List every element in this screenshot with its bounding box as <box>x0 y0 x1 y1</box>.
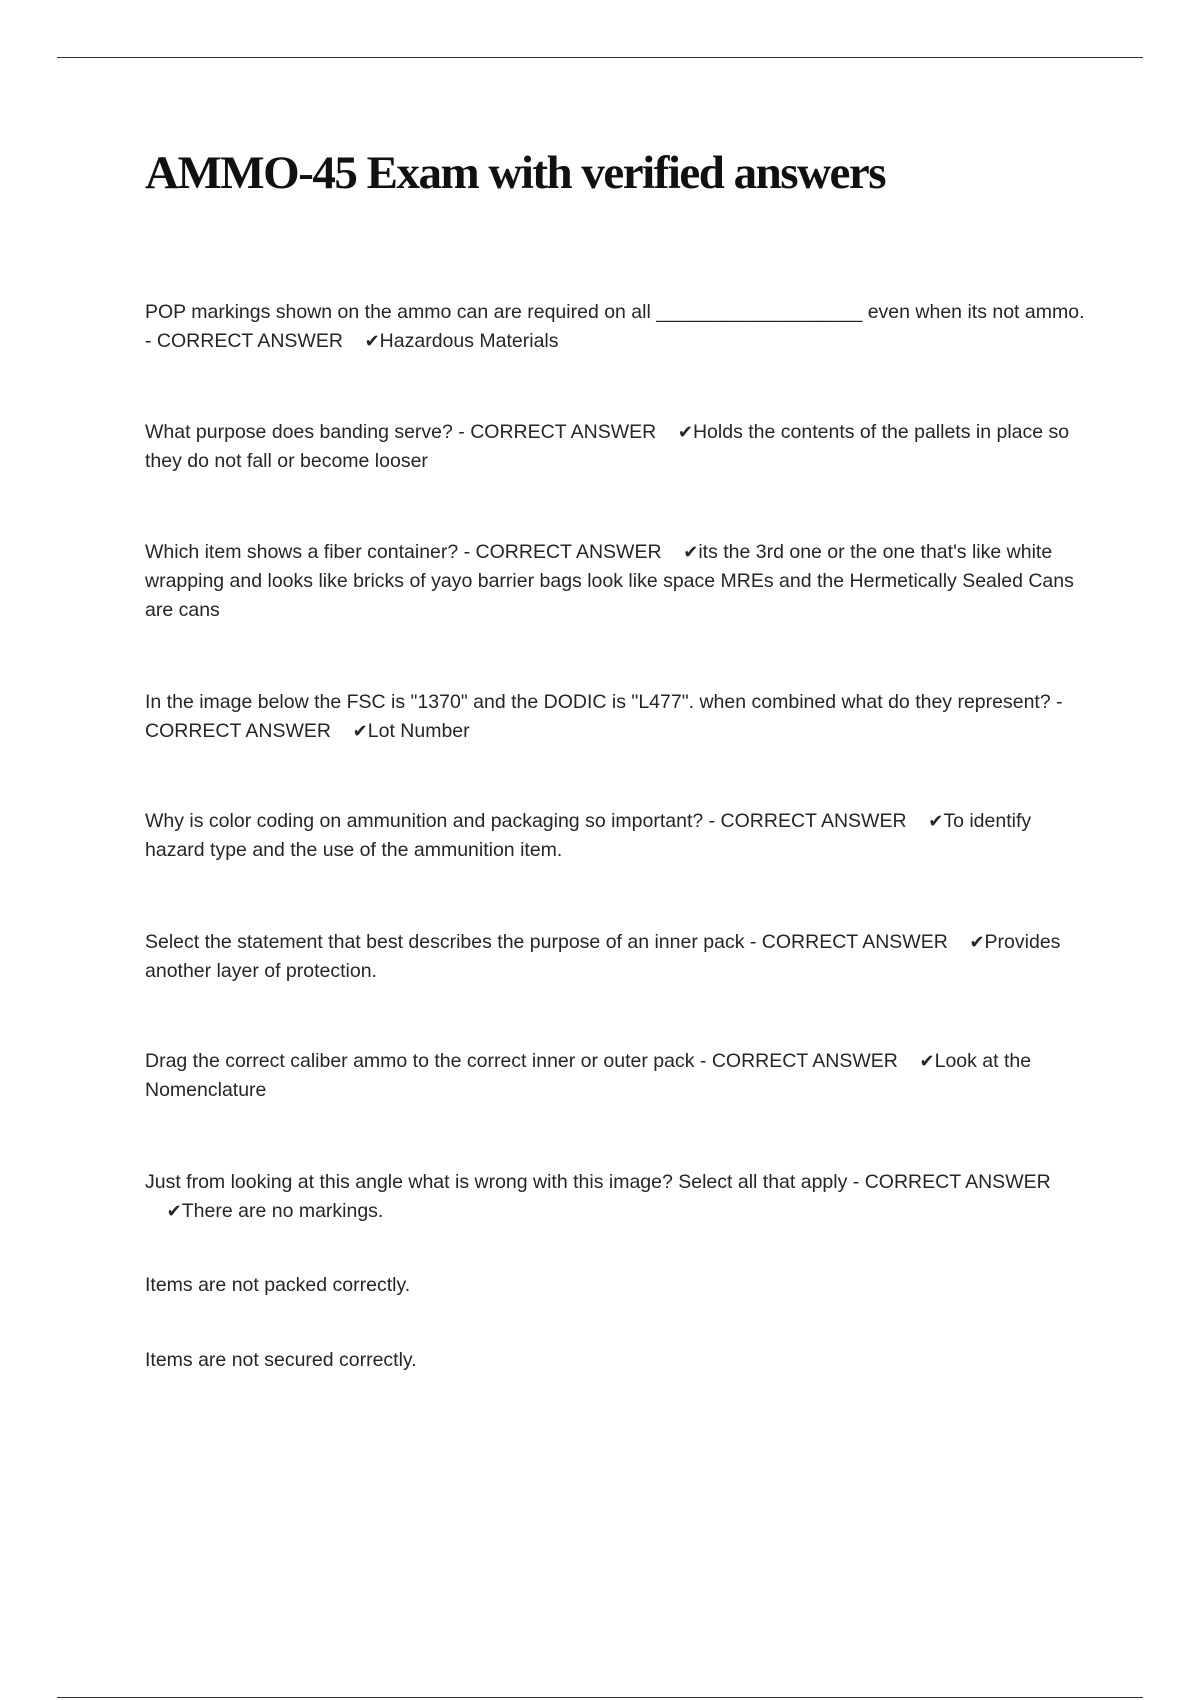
qa-item-8 <box>145 1168 1085 1226</box>
page-title: AMMO-45 Exam with verified answers <box>145 147 886 199</box>
extra-answer-1: Items are not packed correctly. <box>145 1274 411 1296</box>
answer-text: Lot Number <box>367 720 470 742</box>
answer-label: - CORRECT ANSWER <box>145 691 1063 742</box>
answer-label: - CORRECT ANSWER <box>708 810 907 832</box>
top-divider <box>57 57 1143 58</box>
answer-text: Hazardous Materials <box>379 330 559 352</box>
answer-text: Look at the Nomenclature <box>145 1050 1032 1101</box>
check-icon: ✔ <box>364 331 380 352</box>
answer-text: Holds the contents of the pallets in place so they do not fall or become looser <box>145 421 1070 472</box>
check-icon: ✔ <box>969 932 985 953</box>
check-icon: ✔ <box>919 1051 935 1072</box>
question-text: Drag the correct caliber ammo to the correct inner or outer pack <box>145 1050 695 1072</box>
check-icon: ✔ <box>928 811 944 832</box>
extra-answer-2: Items are not secured correctly. <box>145 1349 417 1371</box>
check-icon: ✔ <box>166 1201 182 1222</box>
qa-item-7 <box>145 1047 1085 1105</box>
answer-label: - CORRECT ANSWER <box>458 421 657 443</box>
qa-item-1 <box>145 298 1085 356</box>
question-text: Select the statement that best describes the purpose of an inner pack <box>145 931 745 953</box>
qa-item-2 <box>145 418 1085 476</box>
answer-text: There are no markings. <box>181 1200 384 1222</box>
qa-item-6 <box>145 928 1085 986</box>
answer-label: - CORRECT ANSWER <box>463 541 662 563</box>
answer-label: - CORRECT ANSWER <box>749 931 948 953</box>
answer-text: its the 3rd one or the one that's like white wrapping and looks like bricks of yayo barrier bags look like space MREs and the Hermetically Sealed Cans are cans <box>145 541 1074 621</box>
qa-item-5 <box>145 807 1085 865</box>
qa-item-4 <box>145 688 1085 746</box>
answer-label: - CORRECT ANSWER <box>699 1050 898 1072</box>
bottom-divider <box>57 1697 1143 1698</box>
check-icon: ✔ <box>677 422 693 443</box>
check-icon: ✔ <box>352 721 368 742</box>
check-icon: ✔ <box>683 542 699 563</box>
question-text: POP markings shown on the ammo can are required on all ___________________ even when its not ammo. <box>145 301 1085 323</box>
answer-label: - CORRECT ANSWER <box>852 1171 1051 1193</box>
question-text: In the image below the FSC is "1370" and the DODIC is "L477". when combined what do they represent? <box>145 691 1051 713</box>
answer-text: To identify hazard type and the use of the ammunition item. <box>145 810 1032 861</box>
question-text: Which item shows a fiber container? <box>145 541 459 563</box>
answer-text: Provides another layer of protection. <box>145 931 1061 982</box>
question-text: Just from looking at this angle what is wrong with this image? Select all that apply <box>145 1171 848 1193</box>
answer-label: - CORRECT ANSWER <box>145 330 343 352</box>
question-text: What purpose does banding serve? <box>145 421 453 443</box>
qa-item-3 <box>145 538 1085 625</box>
question-text: Why is color coding on ammunition and packaging so important? <box>145 810 704 832</box>
